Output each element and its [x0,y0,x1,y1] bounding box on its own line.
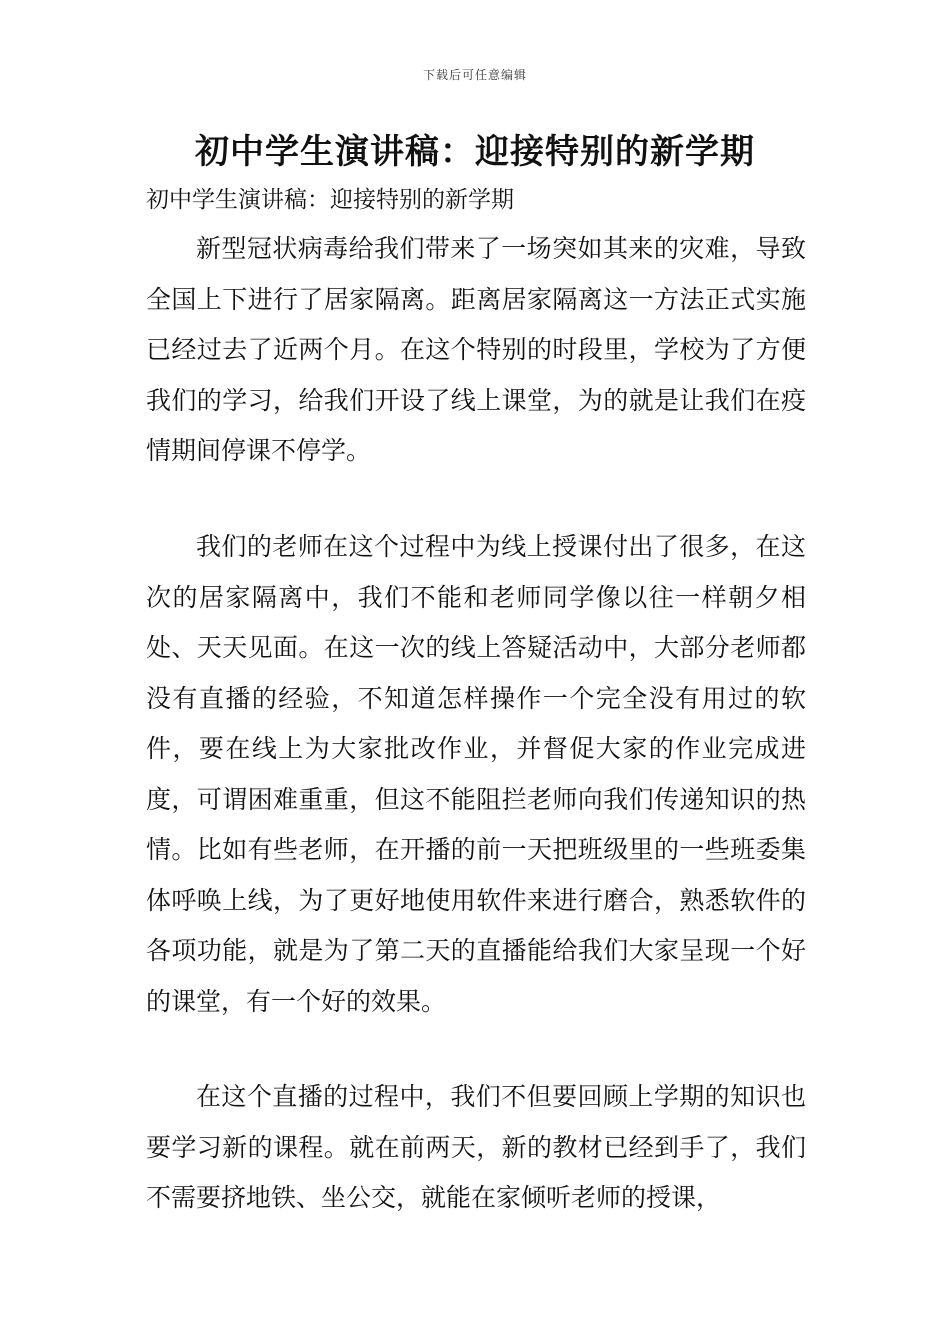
body-paragraph-2: 我们的老师在这个过程中为线上授课付出了很多，在这次的居家隔离中，我们不能和老师同学像以往一样朝夕相处、天天见面。在这一次的线上答疑活动中，大部分老师都没有直播的经验，不知道怎样操作一个完全没有用过的软件，要在线上为大家批改作业，并督促大家的作业完成进度，可谓困难重重，但这不能阻拦老师向我们传递知识的热情。比如有些老师，在开播的前一天把班级里的一些班委集体呼唤上线，为了更好地使用软件来进行磨合，熟悉软件的各项功能，就是为了第二天的直播能给我们大家呈现一个好的课堂，有一个好的效果。 [146,532,806,1016]
body-paragraph-1: 新型冠状病毒给我们带来了一场突如其来的灾难，导致全国上下进行了居家隔离。距离居家隔离这一方法正式实施已经过去了近两个月。在这个特别的时段里，学校为了方便我们的学习，给我们开设了线上课堂，为的就是让我们在疫情期间停课不停学。 [146,234,806,465]
body-paragraph-3: 在这个直播的过程中，我们不但要回顾上学期的知识也要学习新的课程。就在前两天，新的教材已经到手了，我们不需要挤地铁、坐公交，就能在家倾听老师的授课， [146,1082,806,1212]
header-note: 下载后可任意编辑 [422,68,527,82]
document-subtitle: 初中学生演讲稿：迎接特别的新学期 [146,187,514,213]
document-title: 初中学生演讲稿：迎接特别的新学期 [195,132,755,172]
